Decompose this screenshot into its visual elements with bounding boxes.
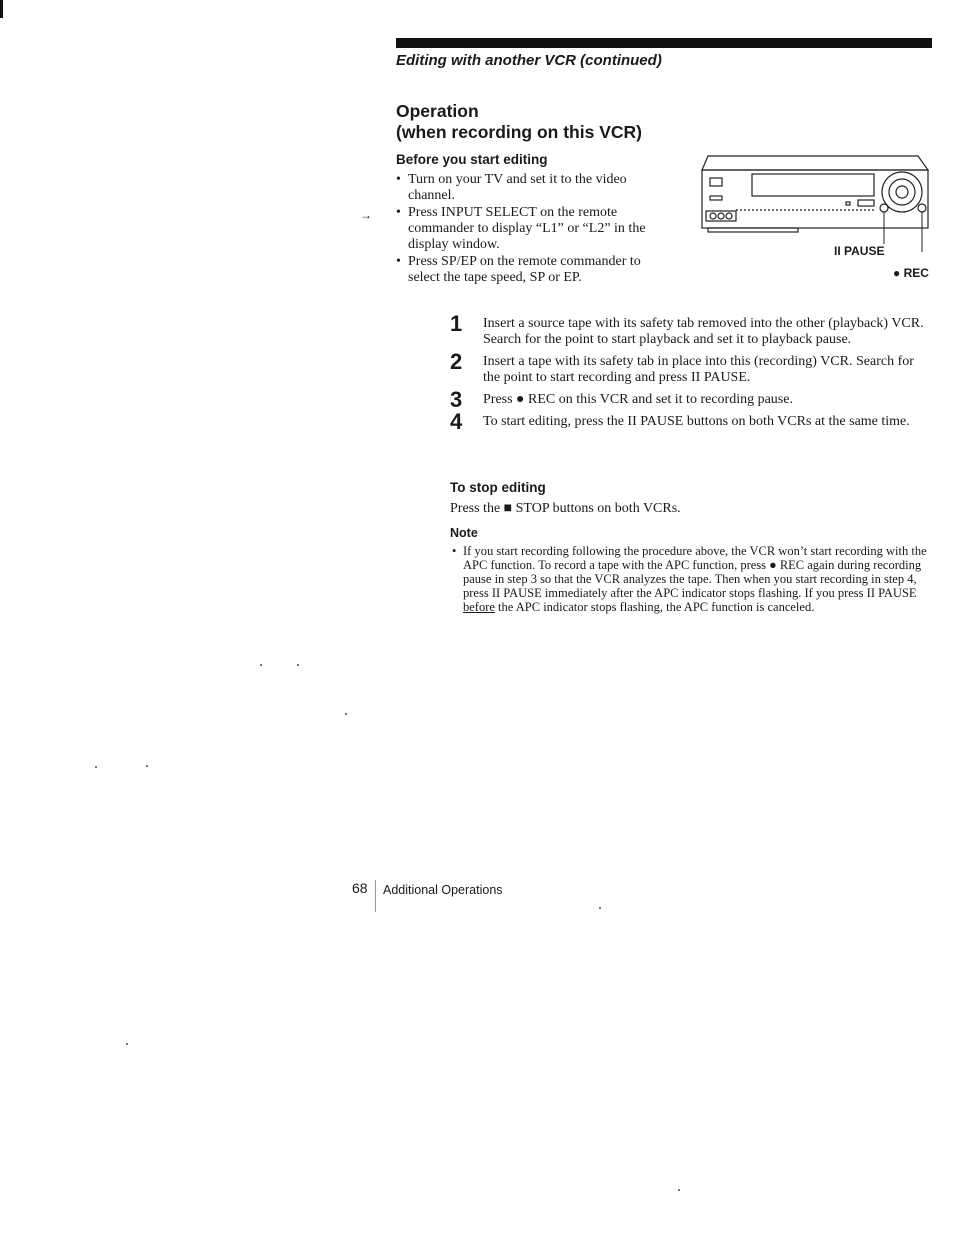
step-item	[446, 387, 926, 412]
header-rule	[396, 38, 932, 48]
page-number: 68	[352, 880, 368, 896]
step-item	[446, 311, 926, 348]
scan-speck	[260, 664, 262, 666]
running-head: Editing with another VCR (continued)	[396, 52, 662, 69]
scan-speck	[345, 713, 347, 715]
step-text: To start editing, press the II PAUSE buttons on both VCRs at the same time.	[483, 414, 910, 429]
list-item: • Press INPUT SELECT on the remote commander to display “L1” or “L2” in the display window.	[396, 205, 666, 253]
step-number: 2	[450, 349, 463, 374]
note-text	[452, 544, 939, 614]
footer-divider	[375, 880, 376, 912]
section-title-line2: (when recording on this VCR)	[396, 122, 642, 142]
note-heading: Note	[450, 526, 478, 540]
section-title	[396, 101, 642, 143]
before-editing-heading: Before you start editing	[396, 152, 548, 167]
before-editing-list	[396, 172, 666, 287]
step-text: Insert a tape with its safety tab in place into this (recording) VCR. Search for the point to start recording and press II PAUSE.	[483, 354, 914, 385]
scan-speck	[599, 907, 601, 909]
scan-speck	[297, 664, 299, 666]
scan-speck	[126, 1043, 128, 1045]
step-number: 1	[450, 311, 463, 336]
note-text-emphasis: before	[463, 600, 495, 614]
rec-callout-label: ● REC	[893, 266, 929, 280]
procedure-steps	[446, 311, 926, 436]
stop-editing-heading: To stop editing	[450, 480, 546, 495]
step-item	[446, 349, 926, 386]
scan-speck	[95, 766, 97, 768]
scan-speck	[678, 1189, 680, 1191]
section-title-line1: Operation	[396, 101, 479, 121]
stop-editing-text: Press the ■ STOP buttons on both VCRs.	[450, 501, 681, 516]
step-text: Press ● REC on this VCR and set it to recording pause.	[483, 392, 793, 407]
margin-arrow-icon: →	[360, 208, 372, 222]
step-item	[446, 409, 926, 434]
step-number: 4	[450, 409, 463, 434]
step-text: Insert a source tape with its safety tab removed into the other (playback) VCR. Search for the point to start playback and set it to playback pause.	[483, 316, 924, 347]
step-number: 3	[450, 387, 463, 412]
scan-speck	[146, 765, 148, 767]
vcr-front-panel-illustration	[696, 152, 936, 252]
note-text-part: the APC indicator stops flashing, the APC function is canceled.	[494, 600, 815, 614]
list-item: • Press SP/EP on the remote commander to select the tape speed, SP or EP.	[396, 254, 666, 286]
scan-edge-mark	[0, 0, 3, 18]
footer-section-name: Additional Operations	[383, 883, 503, 897]
pause-callout-label: II PAUSE	[834, 244, 885, 258]
vcr-body-icon	[702, 156, 928, 232]
list-item: • Turn on your TV and set it to the video channel.	[396, 172, 666, 204]
note-text-part: If you start recording following the procedure above, the VCR won’t start recording with the APC function. To record a tape with the APC function, press ● REC again during recording pause in step 3 so that the VCR analyzes the tape. Then when you start recording in step 4, press II PAUSE immediately after the APC indicator stops flashing. If you press II PAUSE	[463, 544, 927, 600]
